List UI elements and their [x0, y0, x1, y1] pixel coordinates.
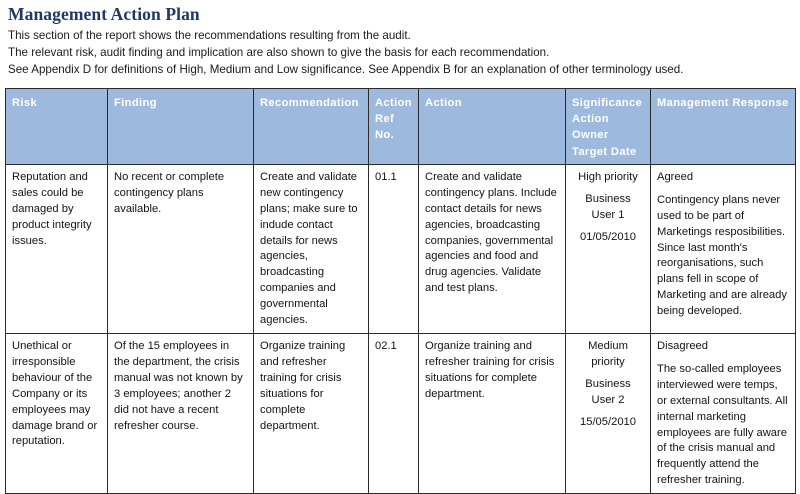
cell-significance	[566, 334, 651, 494]
table-row	[6, 164, 796, 333]
cell-risk: Unethical or irresponsible behaviour of the Company or its employees may damage brand or reputation.	[6, 334, 108, 494]
cell-action: Create and validate contingency plans. Include contact details for news agencies, broadcasting companies, governmental agencies and food and drug agencies. Validate and test plans.	[419, 164, 566, 333]
cell-risk: Reputation and sales could be damaged by product integrity issues.	[6, 164, 108, 333]
action-owner: Business User 1	[585, 192, 631, 221]
column-header-action-ref-no-line2: Ref No.	[375, 113, 395, 142]
cell-management-response	[651, 334, 796, 494]
column-header-management-response	[651, 89, 796, 165]
response-decision: Disagreed	[657, 340, 708, 352]
cell-action-ref-no: 01.1	[369, 164, 419, 333]
column-header-management-response-label: Management Response	[657, 97, 789, 109]
response-decision: Agreed	[657, 170, 694, 183]
cell-significance	[566, 164, 651, 333]
table-header-row	[6, 89, 796, 165]
column-header-finding	[108, 89, 254, 165]
column-header-finding-label: Finding	[114, 97, 157, 109]
table-header	[6, 89, 796, 165]
response-text: Contingency plans never used to be part of Marketings resposibilities. Since last month's reorganisations, such plans fell in scope of Marketing and are already being developed.	[657, 193, 787, 318]
intro-line-1: This section of the report shows the recommendations resulting from the audit.	[8, 29, 411, 43]
cell-management-response	[651, 164, 796, 333]
significance-level: High priority	[578, 170, 638, 183]
column-header-action	[419, 89, 566, 165]
target-date: 01/05/2010	[580, 230, 636, 243]
table-body	[6, 164, 796, 493]
cell-action: Organize training and refresher training for crisis situations for complete department.	[419, 334, 566, 494]
column-header-significance-line3: Target Date	[572, 145, 637, 158]
action-owner: Business User 2	[585, 377, 631, 406]
cell-recommendation: Organize training and refresher training for crisis situations for complete department.	[254, 334, 369, 494]
column-header-action-ref-no-line1: Action	[375, 97, 412, 109]
page-title: Management Action Plan	[8, 4, 200, 24]
column-header-action-label: Action	[425, 97, 462, 109]
column-header-risk-label: Risk	[12, 97, 38, 109]
management-action-plan-table	[5, 88, 796, 494]
column-header-recommendation-label: Recommendation	[260, 97, 359, 109]
table-row	[6, 334, 796, 494]
column-header-significance-line1: Significance	[572, 97, 643, 109]
management-action-plan-table-wrapper	[5, 88, 795, 494]
response-text: The so-called employees interviewed were temps, or external consultants. All internal marketing employees are fully aware of the crisis manual and frequently attend the refresher training.	[657, 362, 788, 487]
significance-level: Medium priority	[588, 340, 628, 368]
intro-block	[0, 0, 800, 79]
intro-line-3: See Appendix D for definitions of High, Medium and Low significance. See Appendix B for an explanation of other terminology used.	[8, 63, 684, 77]
cell-recommendation: Create and validate new contingency plans; make sure to indude contact details for news agencies, broadcasting companies and governmental agencies.	[254, 164, 369, 333]
cell-finding: No recent or complete contingency plans available.	[108, 164, 254, 333]
intro-line-2: The relevant risk, audit finding and implication are also shown to give the basis for each recommendation.	[8, 46, 550, 60]
column-header-recommendation	[254, 89, 369, 165]
column-header-action-ref-no	[369, 89, 419, 165]
cell-action-ref-no: 02.1	[369, 334, 419, 494]
cell-finding: Of the 15 employees in the department, the crisis manual was not known by 3 employees; another 2 did not have a recent refresher course.	[108, 334, 254, 494]
column-header-significance-line2: Action Owner	[572, 113, 609, 142]
column-header-significance	[566, 89, 651, 165]
column-header-risk	[6, 89, 108, 165]
target-date: 15/05/2010	[580, 415, 636, 428]
